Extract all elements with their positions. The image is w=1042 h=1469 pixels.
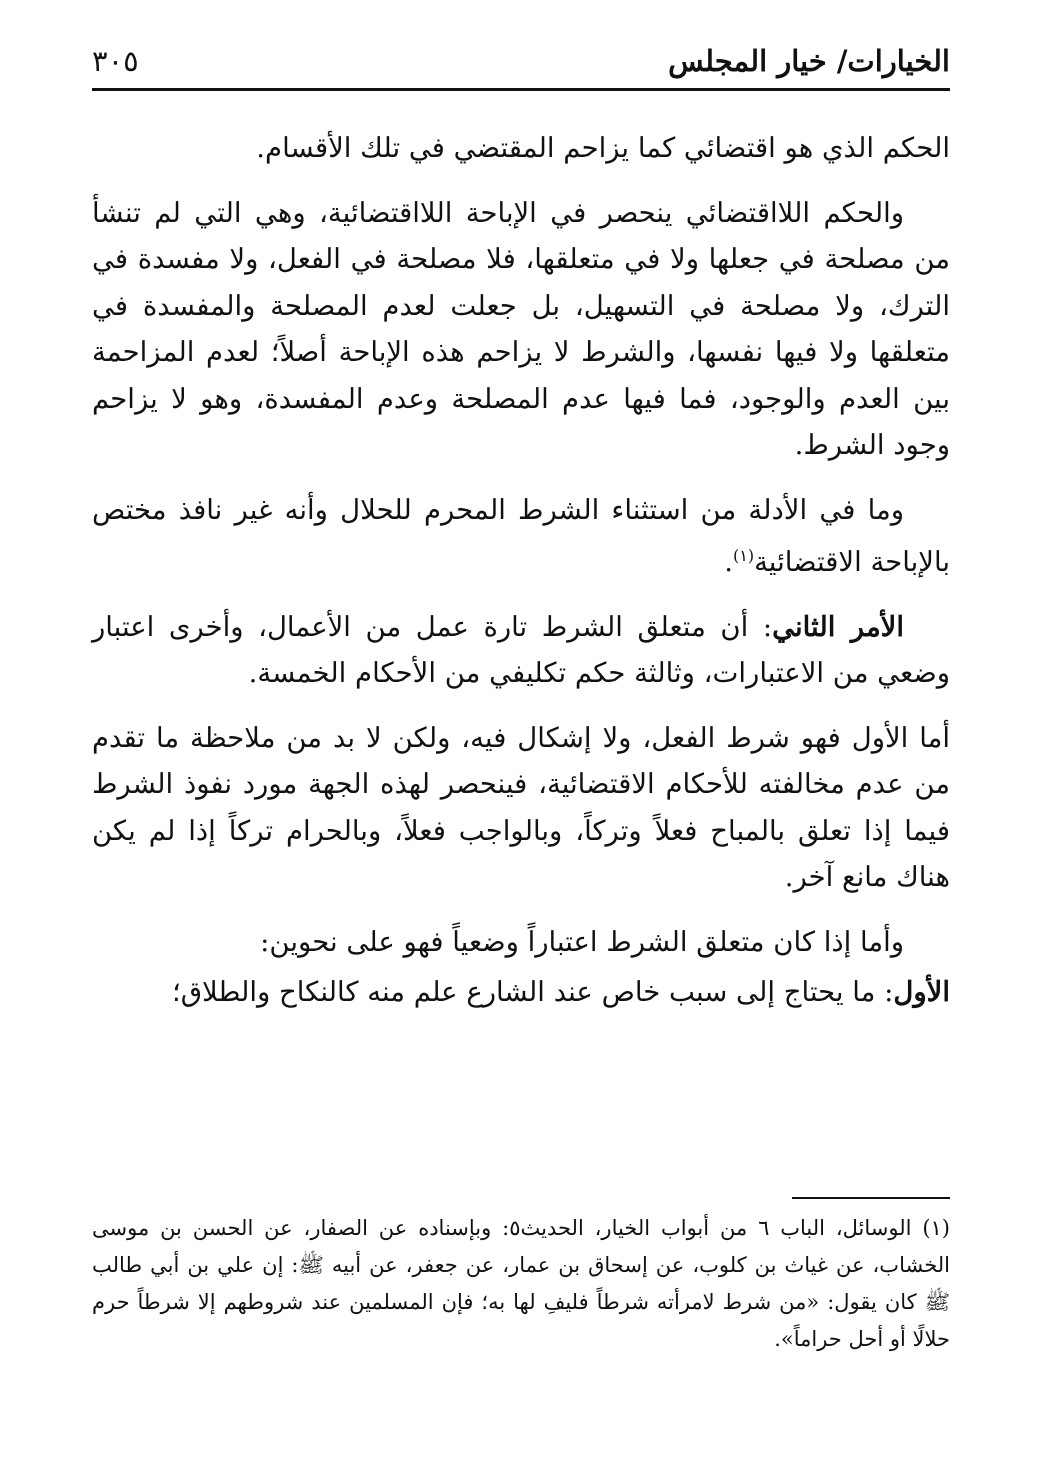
paragraph-text: الحكم الذي هو اقتضائي كما يزاحم المقتضي في تلك الأقسام. [256,132,950,164]
section-lead: الأول [893,976,950,1009]
paragraph-text: وما في الأدلة من استثناء الشرط المحرم للحلال وأنه غير نافذ مختص بالإباحة الاقتضائية [92,493,950,579]
footnote-divider [792,1197,950,1199]
page-header [92,36,950,86]
header-divider [92,88,950,91]
footnote [92,1210,950,1358]
footnote-text: (١) الوسائل، الباب ٦ من أبواب الخيار، الحديث٥: وبإسناده عن الصفار، عن الحسن بن موسى الخشاب، عن غياث بن كلوب، عن إسحاق بن عمار، عن جعفر، عن أبيه ﷺ: إن علي بن أبي طالب ﷺ كان يقول: «من شرط لامرأته شرطاً فليفِ لها به؛ فإن المسلمين عند شروطهم إلا شرطاً حرم حلالًا أو أحل حراماً». [92,1216,950,1351]
paragraph-2 [92,190,950,469]
paragraph-1 [92,125,950,172]
paragraph-text: وأما إذا كان متعلق الشرط اعتباراً وضعياً فهو على نحوين: [260,925,904,958]
paragraph-text: أما الأول فهو شرط الفعل، ولا إشكال فيه، ولكن لا بد من ملاحظة ما تقدم من عدم مخالفته للأحكام الاقتضائية، فينحصر لهذه الجهة مورد نفوذ الشرط فيما إذا تعلق بالمباح فعلاً وتركاً، وبالواجب فعلاً، وبالحرام تركاً إذا لم يكن هناك مانع آخر. [92,721,950,894]
paragraph-6 [92,919,950,966]
footnote-reference[interactable]: (١) [732,546,755,565]
paragraph-4 [92,604,950,697]
paragraph-5 [92,715,950,901]
paragraph-text: : ما يحتاج إلى سبب خاص عند الشارع علم منه كالنكاح والطلاق؛ [171,976,894,1009]
page-number: ٣٠٥ [92,44,139,78]
paragraph-text: والحكم اللااقتضائي ينحصر في الإباحة اللااقتضائية، وهي التي لم تنشأ من مصلحة في جعلها ولا في متعلقها، فلا مصلحة في الفعل، ولا مفسدة في الترك، ولا مصلحة في التسهيل، بل جعلت لعدم المصلحة والمفسدة في متعلقها ولا فيها نفسها، والشرط لا يزاحم هذه الإباحة أصلاً؛ لعدم المزاحمة بين العدم والوجود، فما فيها عدم المصلحة وعدم المفسدة، وهو لا يزاحم وجود الشرط. [92,196,950,461]
paragraph-7 [92,969,950,1016]
main-text [92,125,950,1034]
paragraph-text: : أن متعلق الشرط تارة عمل من الأعمال، وأخرى اعتبار وضعي من الاعتبارات، وثالثة حكم تكليفي من الأحكام الخمسة. [92,610,950,690]
running-title: الخيارات/ خيار المجلس [668,44,950,78]
section-lead: الأمر الثاني [772,610,905,643]
paragraph-end-punctuation: . [724,546,733,579]
paragraph-3 [92,487,950,586]
